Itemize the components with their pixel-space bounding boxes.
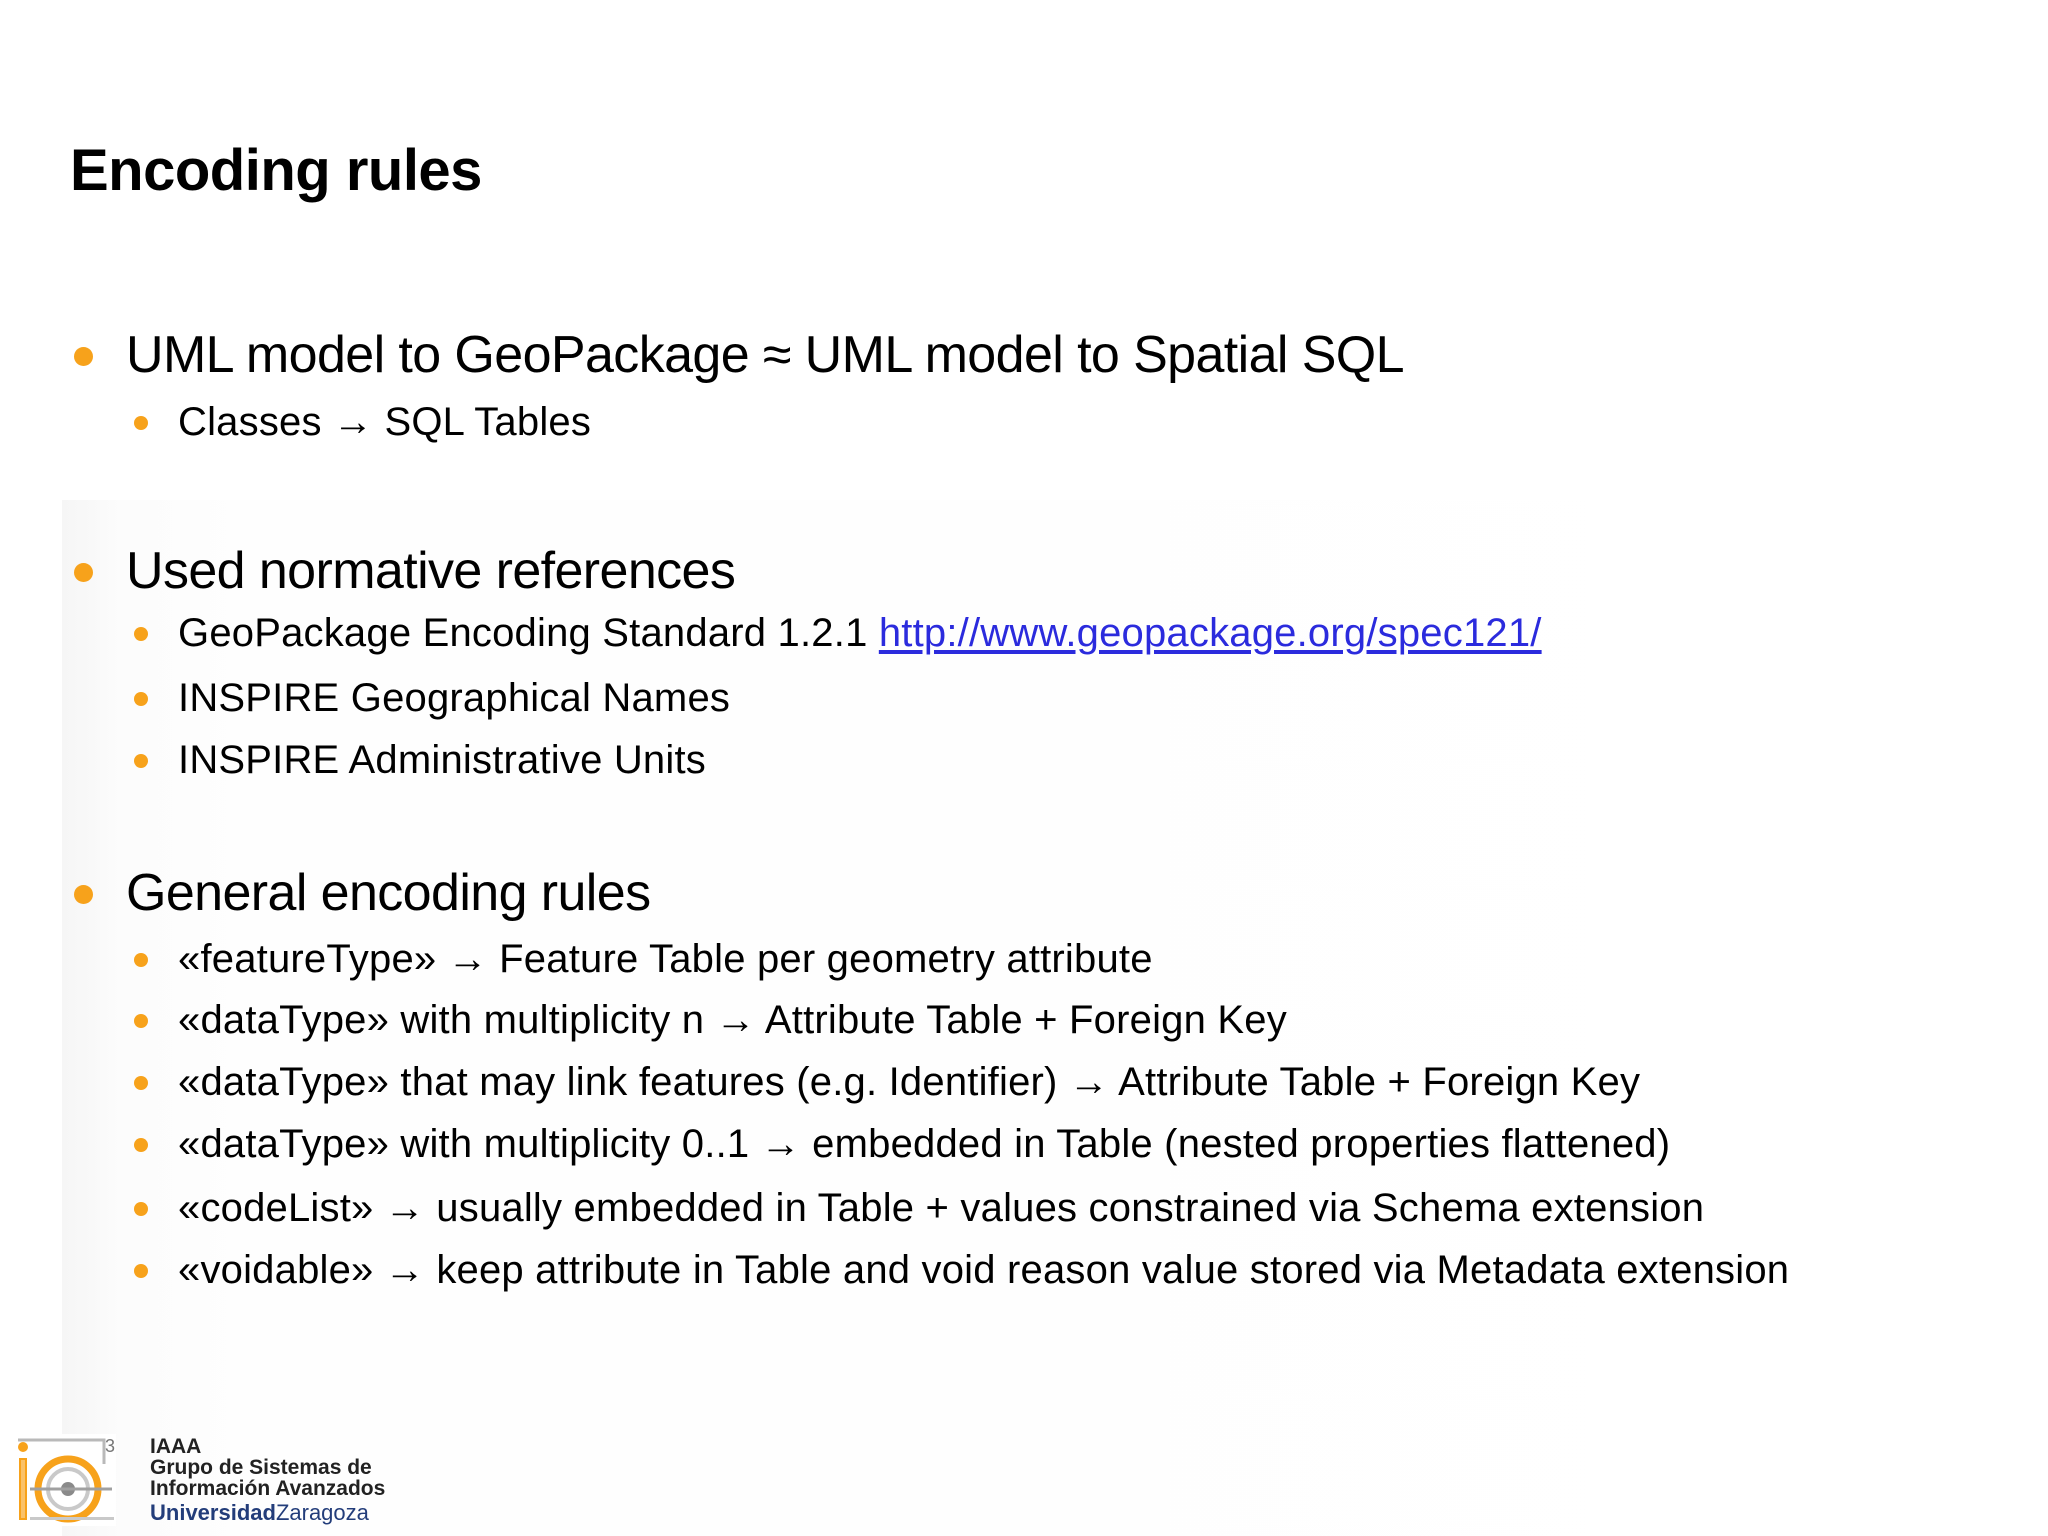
list-item-text: «voidable» → keep attribute in Table and void reason value stored via Metadata extension: [178, 1248, 1790, 1292]
list-item-inspire-geographical-names: [178, 673, 730, 723]
section-heading-normative-references: [126, 539, 735, 603]
list-item-datatype-link-features: [178, 1057, 1640, 1107]
institution-line-3: Información Avanzados: [150, 1477, 386, 1500]
list-item-classes: [178, 397, 591, 447]
list-item-text: Classes → SQL Tables: [178, 400, 592, 444]
list-item-text: INSPIRE Administrative Units: [178, 738, 706, 782]
bullet-icon: [74, 885, 93, 904]
list-item-text: «codeList» → usually embedded in Table + values constrained via Schema extension: [178, 1186, 1705, 1230]
svg-text:3: 3: [105, 1436, 116, 1456]
list-item-featuretype: [178, 934, 1153, 984]
bullet-icon: [134, 1138, 148, 1152]
bullet-icon: [134, 692, 148, 706]
section-heading-text: General encoding rules: [126, 864, 651, 922]
iaaa-logo-icon: [16, 1434, 116, 1526]
list-item-geopackage-standard: [178, 608, 1542, 658]
list-item-codelist: [178, 1183, 1704, 1233]
section-heading-text: UML model to GeoPackage ≈ UML model to Spatial SQL: [126, 326, 1404, 384]
bullet-icon: [134, 1076, 148, 1090]
bullet-icon: [134, 627, 148, 641]
bullet-icon: [74, 347, 93, 366]
list-item-text: «dataType» that may link features (e.g. Identifier) → Attribute Table + Foreign Key: [178, 1060, 1641, 1104]
section-heading-general-encoding-rules: [126, 861, 650, 925]
list-item-text: «dataType» with multiplicity 0..1 → embedded in Table (nested properties flattened): [178, 1122, 1671, 1166]
bullet-icon: [134, 1014, 148, 1028]
institution-acronym: IAAA: [150, 1435, 202, 1458]
geopackage-spec-link[interactable]: http://www.geopackage.org/spec121/: [878, 611, 1542, 655]
list-item-datatype-multiplicity-n: [178, 995, 1287, 1045]
bullet-icon: [134, 953, 148, 967]
university-name: UniversidadZaragoza: [150, 1500, 369, 1525]
list-item-text: INSPIRE Geographical Names: [178, 676, 731, 720]
bullet-icon: [74, 563, 93, 582]
bullet-icon: [134, 1264, 148, 1278]
list-item-text: «featureType» → Feature Table per geometry attribute: [178, 937, 1153, 981]
section-heading-uml-to-geopackage: [126, 323, 1404, 387]
list-item-datatype-multiplicity-0-1: [178, 1119, 1670, 1169]
list-item-text: «dataType» with multiplicity n → Attribute Table + Foreign Key: [178, 998, 1287, 1042]
bullet-icon: [134, 416, 148, 430]
section-heading-text: Used normative references: [126, 542, 736, 600]
list-item-text: GeoPackage Encoding Standard 1.2.1: [178, 611, 879, 655]
institution-line-2: Grupo de Sistemas de: [150, 1456, 372, 1479]
bullet-icon: [134, 1202, 148, 1216]
institution-info: [150, 1436, 385, 1526]
slide-title: Encoding rules: [70, 138, 482, 203]
list-item-voidable: [178, 1245, 1789, 1295]
list-item-inspire-administrative-units: [178, 735, 706, 785]
bullet-icon: [134, 754, 148, 768]
